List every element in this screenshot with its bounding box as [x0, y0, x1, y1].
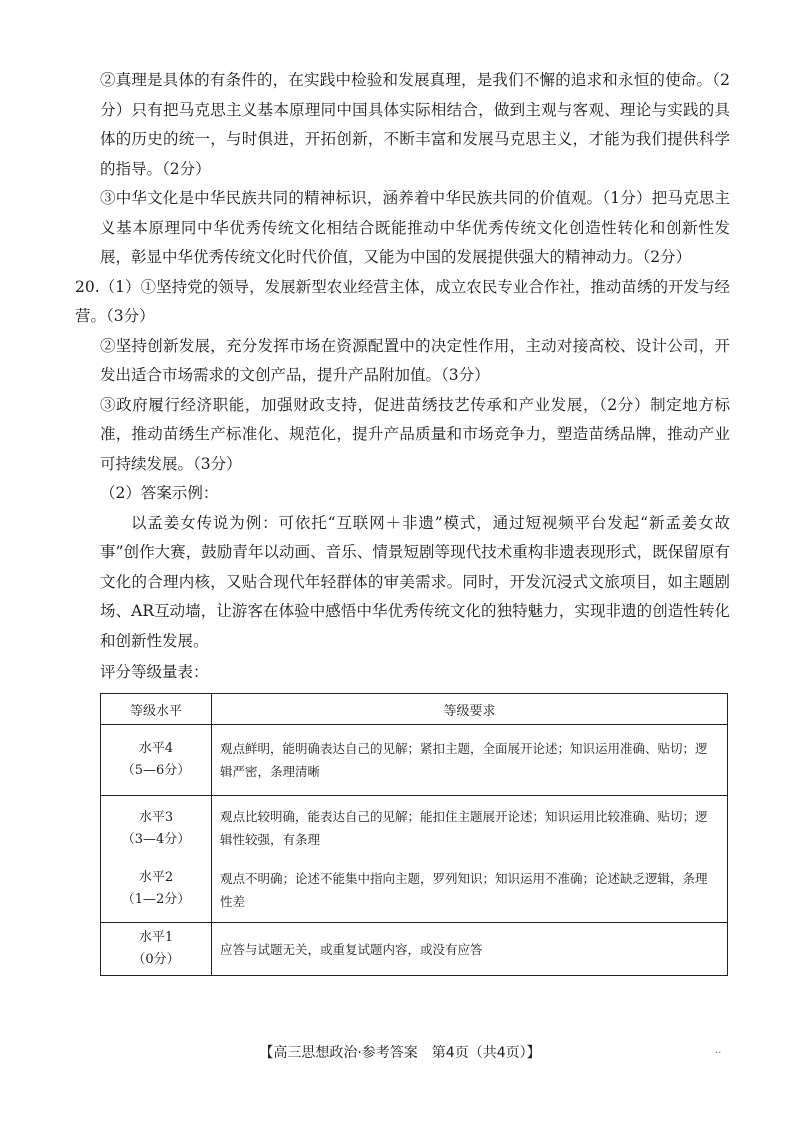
- header-requirement: 等级要求: [212, 694, 728, 725]
- answer-point-3: ③中华文化是中华民族共同的精神标识，涵养着中华民族共同的价值观。（1分）把马克思主义基本原理同中华优秀传统文化相结合既能推动中华优秀传统文化创造性转化和创新性发展，彰显中华优秀传统文化时代价值，又能为中国的发展提供强大的精神动力。（2分）: [100, 189, 730, 266]
- level-3-requirement: 观点比较明确，能表达自己的见解；能扣住主题展开论述；知识运用比较准确、贴切；逻辑性较强，有条理: [220, 809, 708, 847]
- scale-label: 评分等级量表：: [100, 663, 209, 681]
- question-20-point-2: ②坚持创新发展，充分发挥市场在资源配置中的决定性作用，主动对接高校、设计公司，开发出适合市场需求的文创产品，提升产品附加值。（3分）: [100, 336, 730, 384]
- level-name: 水平2: [138, 870, 174, 885]
- level-2-block: [102, 859, 210, 919]
- question-20-part-2-heading: （2）答案示例：: [100, 484, 219, 502]
- level-requirement: [212, 796, 728, 923]
- page-footer: 【高三思想政治·参考答案 第4页（共4页）】: [259, 1045, 541, 1061]
- header-level: 等级水平: [101, 694, 212, 725]
- rubric-row-level-4: [101, 725, 728, 796]
- level-name: 水平3: [138, 810, 174, 825]
- level-cell: [101, 923, 212, 976]
- rubric-table: [100, 693, 728, 976]
- question-20-point-3: ③政府履行经济职能，加强财政支持，促进苗绣技艺传承和产业发展，（2分）制定地方标准，推动苗绣生产标准化、规范化，提升产品质量和市场竞争力，塑造苗绣品牌，推动产业可持续发展。（3分）: [100, 395, 730, 473]
- level-name: 水平4: [138, 741, 174, 756]
- level-2-requirement: 观点不明确；论述不能集中指向主题，罗列知识；知识运用不准确；论述缺乏逻辑，条理性差: [220, 871, 708, 909]
- rubric-row-level-3-2: [101, 796, 728, 923]
- rubric-header-row: [101, 694, 728, 725]
- level-3-block: [102, 799, 210, 859]
- level-name: 水平1: [138, 930, 174, 945]
- example-answer: 以孟姜女传说为例：可依托“互联网＋非遗”模式，通过短视频平台发起“新孟姜女故事”创作大赛，鼓励青年以动画、音乐、情景短剧等现代技术重构非遗表现形式，既保留原有文化的合理内核，又贴合现代年轻群体的审美需求。同时，开发沉浸式文旅项目，如主题剧场、AR互动墙，让游客在体验中感悟中华优秀传统文化的独特魅力，实现非遗的创造性转化和创新性发展。: [100, 513, 730, 650]
- level-score: （1—2分）: [121, 892, 191, 907]
- level-cell: [101, 796, 212, 923]
- question-20-point-1: 20.（1）①坚持党的领导，发展新型农业经营主体，成立农民专业合作社，推动苗绣的开发与经营。（3分）: [75, 277, 730, 325]
- corner-mark: ..: [715, 1045, 722, 1056]
- rubric-row-level-1: [101, 923, 728, 976]
- level-score: （3—4分）: [121, 832, 191, 847]
- level-cell: [101, 725, 212, 796]
- answer-point-2: ②真理是具体的有条件的，在实践中检验和发展真理，是我们不懈的追求和永恒的使命。（2分）只有把马克思主义基本原理同中国具体实际相结合，做到主观与客观、理论与实践的具体的历史的统一，与时俱进，开拓创新，不断丰富和发展马克思主义，才能为我们提供科学的指导。（2分）: [100, 71, 730, 178]
- level-requirement: 应答与试题无关，或重复试题内容，或没有应答: [212, 923, 728, 976]
- level-requirement: 观点鲜明，能明确表达自己的见解；紧扣主题，全面展开论述；知识运用准确、贴切；逻辑严密，条理清晰: [212, 725, 728, 796]
- level-score: （0分）: [132, 952, 180, 967]
- level-score: （5—6分）: [121, 763, 191, 778]
- answer-content: [75, 66, 730, 976]
